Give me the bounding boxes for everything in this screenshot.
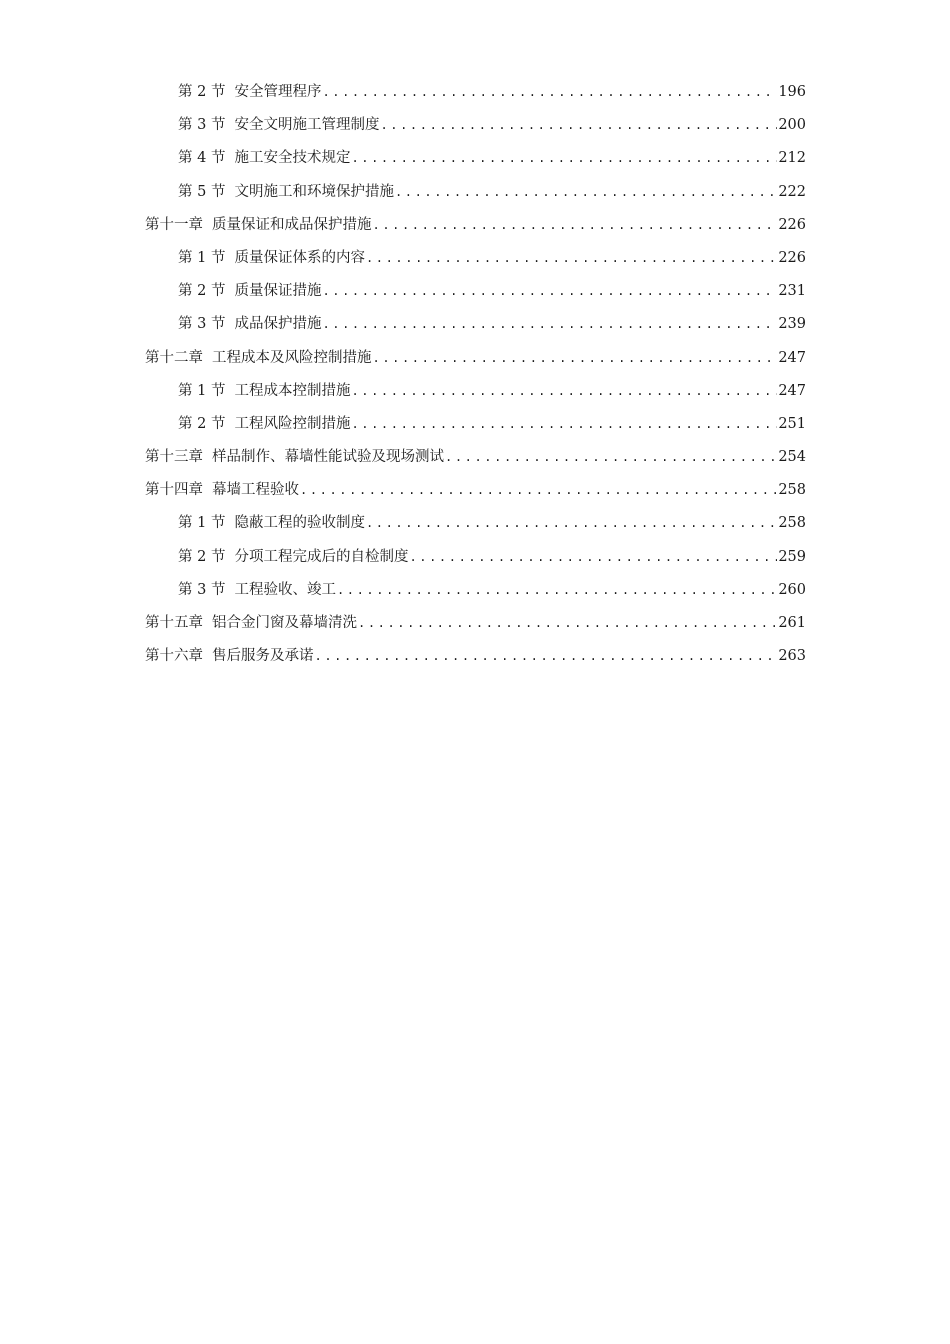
toc-entry-number: 第 2 节 [178, 84, 226, 100]
toc-entry-title: 铝合金门窗及幕墙清洗 [212, 615, 357, 631]
toc-entry-title: 文明施工和环境保护措施 [234, 183, 394, 200]
toc-entry-page: 222 [778, 183, 806, 200]
toc-dot-leader [357, 610, 777, 636]
toc-entry-page: 239 [778, 316, 806, 333]
toc-dot-leader [444, 444, 777, 470]
toc-dot-leader [372, 212, 778, 238]
toc-entry-page: 259 [778, 548, 806, 565]
toc-entry-number: 第十三章 [145, 449, 203, 466]
toc-dot-leader [314, 643, 778, 669]
toc-dot-leader [379, 112, 777, 138]
toc-entry-page: 200 [778, 117, 806, 134]
toc-entry[interactable] [145, 643, 806, 676]
toc-entry-page: 231 [778, 283, 806, 300]
table-of-contents [145, 79, 806, 676]
toc-dot-leader [365, 245, 777, 271]
toc-dot-leader [350, 145, 777, 171]
toc-entry-title: 施工安全技术规定 [234, 150, 351, 167]
toc-entry-title: 质量保证和成品保护措施 [212, 216, 372, 233]
toc-dot-leader [321, 278, 777, 304]
toc-entry[interactable] [145, 112, 806, 145]
toc-dot-leader [408, 544, 777, 570]
toc-entry-title: 安全管理程序 [234, 84, 322, 100]
toc-entry-number: 第十一章 [145, 216, 203, 233]
toc-entry-number: 第 5 节 [178, 183, 226, 200]
toc-entry[interactable] [145, 411, 806, 444]
toc-entry[interactable] [145, 577, 806, 610]
toc-entry-number: 第十五章 [145, 615, 203, 631]
toc-entry[interactable] [145, 510, 806, 543]
toc-dot-leader [321, 311, 777, 337]
toc-entry-title: 样品制作、幕墙性能试验及现场测试 [212, 449, 444, 466]
toc-entry[interactable] [145, 477, 806, 510]
toc-entry-title: 工程成本及风险控制措施 [212, 349, 372, 366]
toc-entry-number: 第 3 节 [178, 581, 226, 598]
toc-entry[interactable] [145, 311, 806, 344]
toc-entry[interactable] [145, 378, 806, 411]
toc-entry-number: 第 3 节 [178, 117, 226, 134]
toc-entry-number: 第十四章 [145, 482, 203, 499]
toc-dot-leader [365, 510, 777, 536]
toc-entry-number: 第 2 节 [178, 548, 226, 565]
toc-entry-number: 第 2 节 [178, 283, 226, 300]
toc-dot-leader [299, 477, 777, 503]
toc-entry-page: 251 [778, 415, 806, 432]
toc-entry-number: 第 3 节 [178, 316, 226, 333]
toc-entry[interactable] [145, 212, 806, 245]
toc-entry[interactable] [145, 544, 806, 577]
toc-dot-leader [350, 378, 777, 404]
toc-entry-page: 226 [778, 249, 806, 266]
toc-entry-page: 261 [778, 615, 806, 631]
toc-entry-number: 第十二章 [145, 349, 203, 366]
toc-entry-title: 工程风险控制措施 [234, 415, 351, 432]
toc-entry-number: 第 1 节 [178, 249, 226, 266]
toc-entry[interactable] [145, 610, 806, 643]
toc-entry-number: 第 1 节 [178, 382, 226, 399]
toc-entry[interactable] [145, 278, 806, 311]
toc-entry-page: 247 [778, 349, 806, 366]
toc-entry-page: 212 [778, 150, 806, 167]
toc-entry-page: 247 [778, 382, 806, 399]
toc-entry-title: 幕墙工程验收 [212, 482, 299, 499]
toc-dot-leader [372, 345, 778, 371]
toc-entry-title: 工程验收、竣工 [234, 581, 336, 598]
toc-entry-title: 质量保证措施 [234, 283, 322, 300]
toc-entry-number: 第十六章 [145, 648, 203, 665]
toc-entry-number: 第 2 节 [178, 415, 226, 432]
toc-dot-leader [321, 79, 777, 105]
toc-entry-page: 258 [778, 482, 806, 499]
toc-entry-page: 258 [778, 515, 806, 532]
toc-dot-leader [394, 179, 777, 205]
toc-entry-page: 254 [778, 449, 806, 466]
toc-entry-number: 第 1 节 [178, 515, 226, 532]
toc-dot-leader [336, 577, 777, 603]
toc-entry-title: 分项工程完成后的自检制度 [234, 548, 409, 565]
toc-entry-page: 196 [778, 84, 806, 100]
toc-entry[interactable] [145, 179, 806, 212]
toc-entry[interactable] [145, 245, 806, 278]
toc-dot-leader [350, 411, 777, 437]
toc-entry-page: 226 [778, 216, 806, 233]
toc-entry-page: 263 [778, 648, 806, 665]
toc-entry-title: 安全文明施工管理制度 [234, 117, 380, 134]
toc-entry[interactable] [145, 345, 806, 378]
toc-entry-title: 成品保护措施 [234, 316, 322, 333]
toc-entry-title: 隐蔽工程的验收制度 [234, 515, 365, 532]
toc-entry-title: 质量保证体系的内容 [234, 249, 365, 266]
toc-entry-title: 工程成本控制措施 [234, 382, 351, 399]
toc-entry[interactable] [145, 145, 806, 178]
toc-entry-page: 260 [778, 581, 806, 598]
toc-entry-title: 售后服务及承诺 [212, 648, 314, 665]
toc-entry[interactable] [145, 79, 806, 112]
toc-entry[interactable] [145, 444, 806, 477]
toc-entry-number: 第 4 节 [178, 150, 226, 167]
